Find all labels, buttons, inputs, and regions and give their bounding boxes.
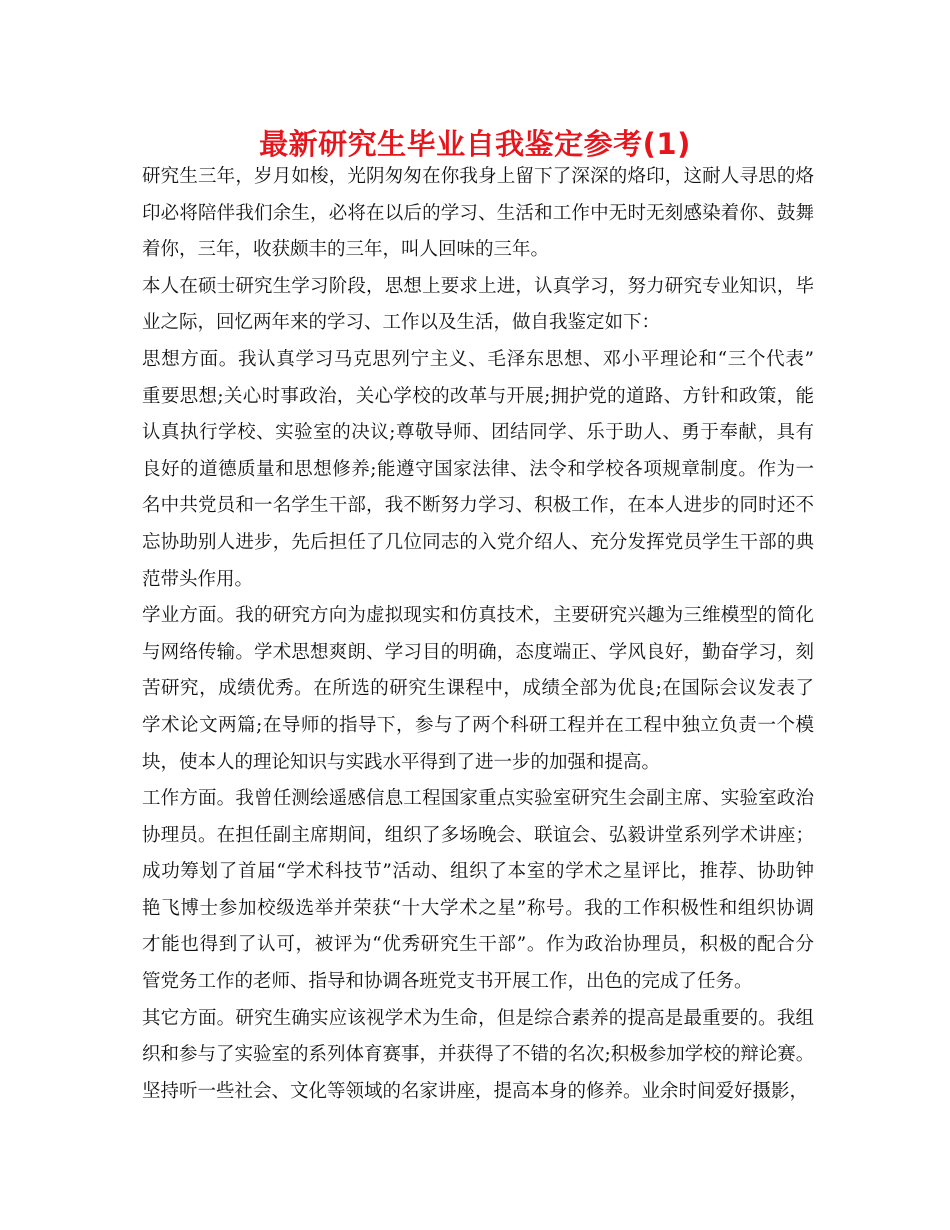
body-line: 重要思想;关心时事政治，关心学校的改革与开展;拥护党的道路、方针和政策，能 <box>142 385 814 407</box>
body-line: 与网络传输。学术思想爽朗、学习目的明确，态度端正、学风良好，勤奋学习，刻 <box>142 641 814 663</box>
body-line: 坚持听一些社会、文化等领域的名家讲座，提高本身的修养。业余时间爱好摄影， <box>142 1080 809 1102</box>
body-line: 艳飞博士参加校级选举并荣获“十大学术之星”称号。我的工作积极性和组织协调 <box>142 897 814 919</box>
body-line: 着你，三年，收获颇丰的三年，叫人回味的三年。 <box>142 239 550 261</box>
body-line: 苦研究，成绩优秀。在所选的研究生课程中，成绩全部为优良;在国际会议发表了 <box>142 678 814 700</box>
body-line: 本人在硕士研究生学习阶段，思想上要求上进，认真学习，努力研究专业知识，毕 <box>142 275 814 297</box>
document-title: 最新研究生毕业自我鉴定参考(1) <box>259 127 691 161</box>
body-line: 范带头作用。 <box>142 568 254 590</box>
body-line: 织和参与了实验室的系列体育赛事，并获得了不错的名次;积极参加学校的辩论赛。 <box>142 1044 814 1066</box>
body-line: 忘协助别人进步，先后担任了几位同志的入党介绍人、充分发挥党员学生干部的典 <box>142 531 814 553</box>
body-line: 研究生三年，岁月如梭，光阴匆匆在你我身上留下了深深的烙印，这耐人寻思的烙 <box>142 166 814 187</box>
body-line: 名中共党员和一名学生干部，我不断努力学习、积极工作，在本人进步的同时还不 <box>142 495 814 517</box>
body-line: 思想方面。我认真学习马克思列宁主义、毛泽东思想、邓小平理论和“三个代表” <box>142 348 814 370</box>
body-line: 工作方面。我曾任测绘遥感信息工程国家重点实验室研究生会副主席、实验室政治 <box>142 788 814 810</box>
body-line: 管党务工作的老师、指导和协调各班党支书开展工作，出色的完成了任务。 <box>142 971 753 993</box>
body-line: 认真执行学校、实验室的决议;尊敬导师、团结同学、乐于助人、勇于奉献，具有 <box>142 422 814 444</box>
body-line: 业之际，回忆两年来的学习、工作以及生活，做自我鉴定如下： <box>142 312 661 334</box>
body-line: 学术论文两篇;在导师的指导下，参与了两个科研工程并在工程中独立负责一个模 <box>142 714 814 736</box>
body-line: 协理员。在担任副主席期间，组织了多场晚会、联谊会、弘毅讲堂系列学术讲座； <box>142 824 814 846</box>
body-line: 块，使本人的理论知识与实践水平得到了进一步的加强和提高。 <box>142 751 661 773</box>
body-line: 良好的道德质量和思想修养;能遵守国家法律、法令和学校各项规章制度。作为一 <box>142 458 814 480</box>
document-body <box>142 159 814 1110</box>
body-line: 成功筹划了首届“学术科技节”活动、组织了本室的学术之星评比，推荐、协助钟 <box>142 861 814 883</box>
body-line: 学业方面。我的研究方向为虚拟现实和仿真技术，主要研究兴趣为三维模型的简化 <box>142 605 814 627</box>
body-line: 印必将陪伴我们余生，必将在以后的学习、生活和工作中无时无刻感染着你、鼓舞 <box>142 202 814 224</box>
body-line: 才能也得到了认可，被评为“优秀研究生干部”。作为政治协理员，积极的配合分 <box>142 934 814 956</box>
body-line: 其它方面。研究生确实应该视学术为生命，但是综合素养的提高是最重要的。我组 <box>142 1007 814 1029</box>
